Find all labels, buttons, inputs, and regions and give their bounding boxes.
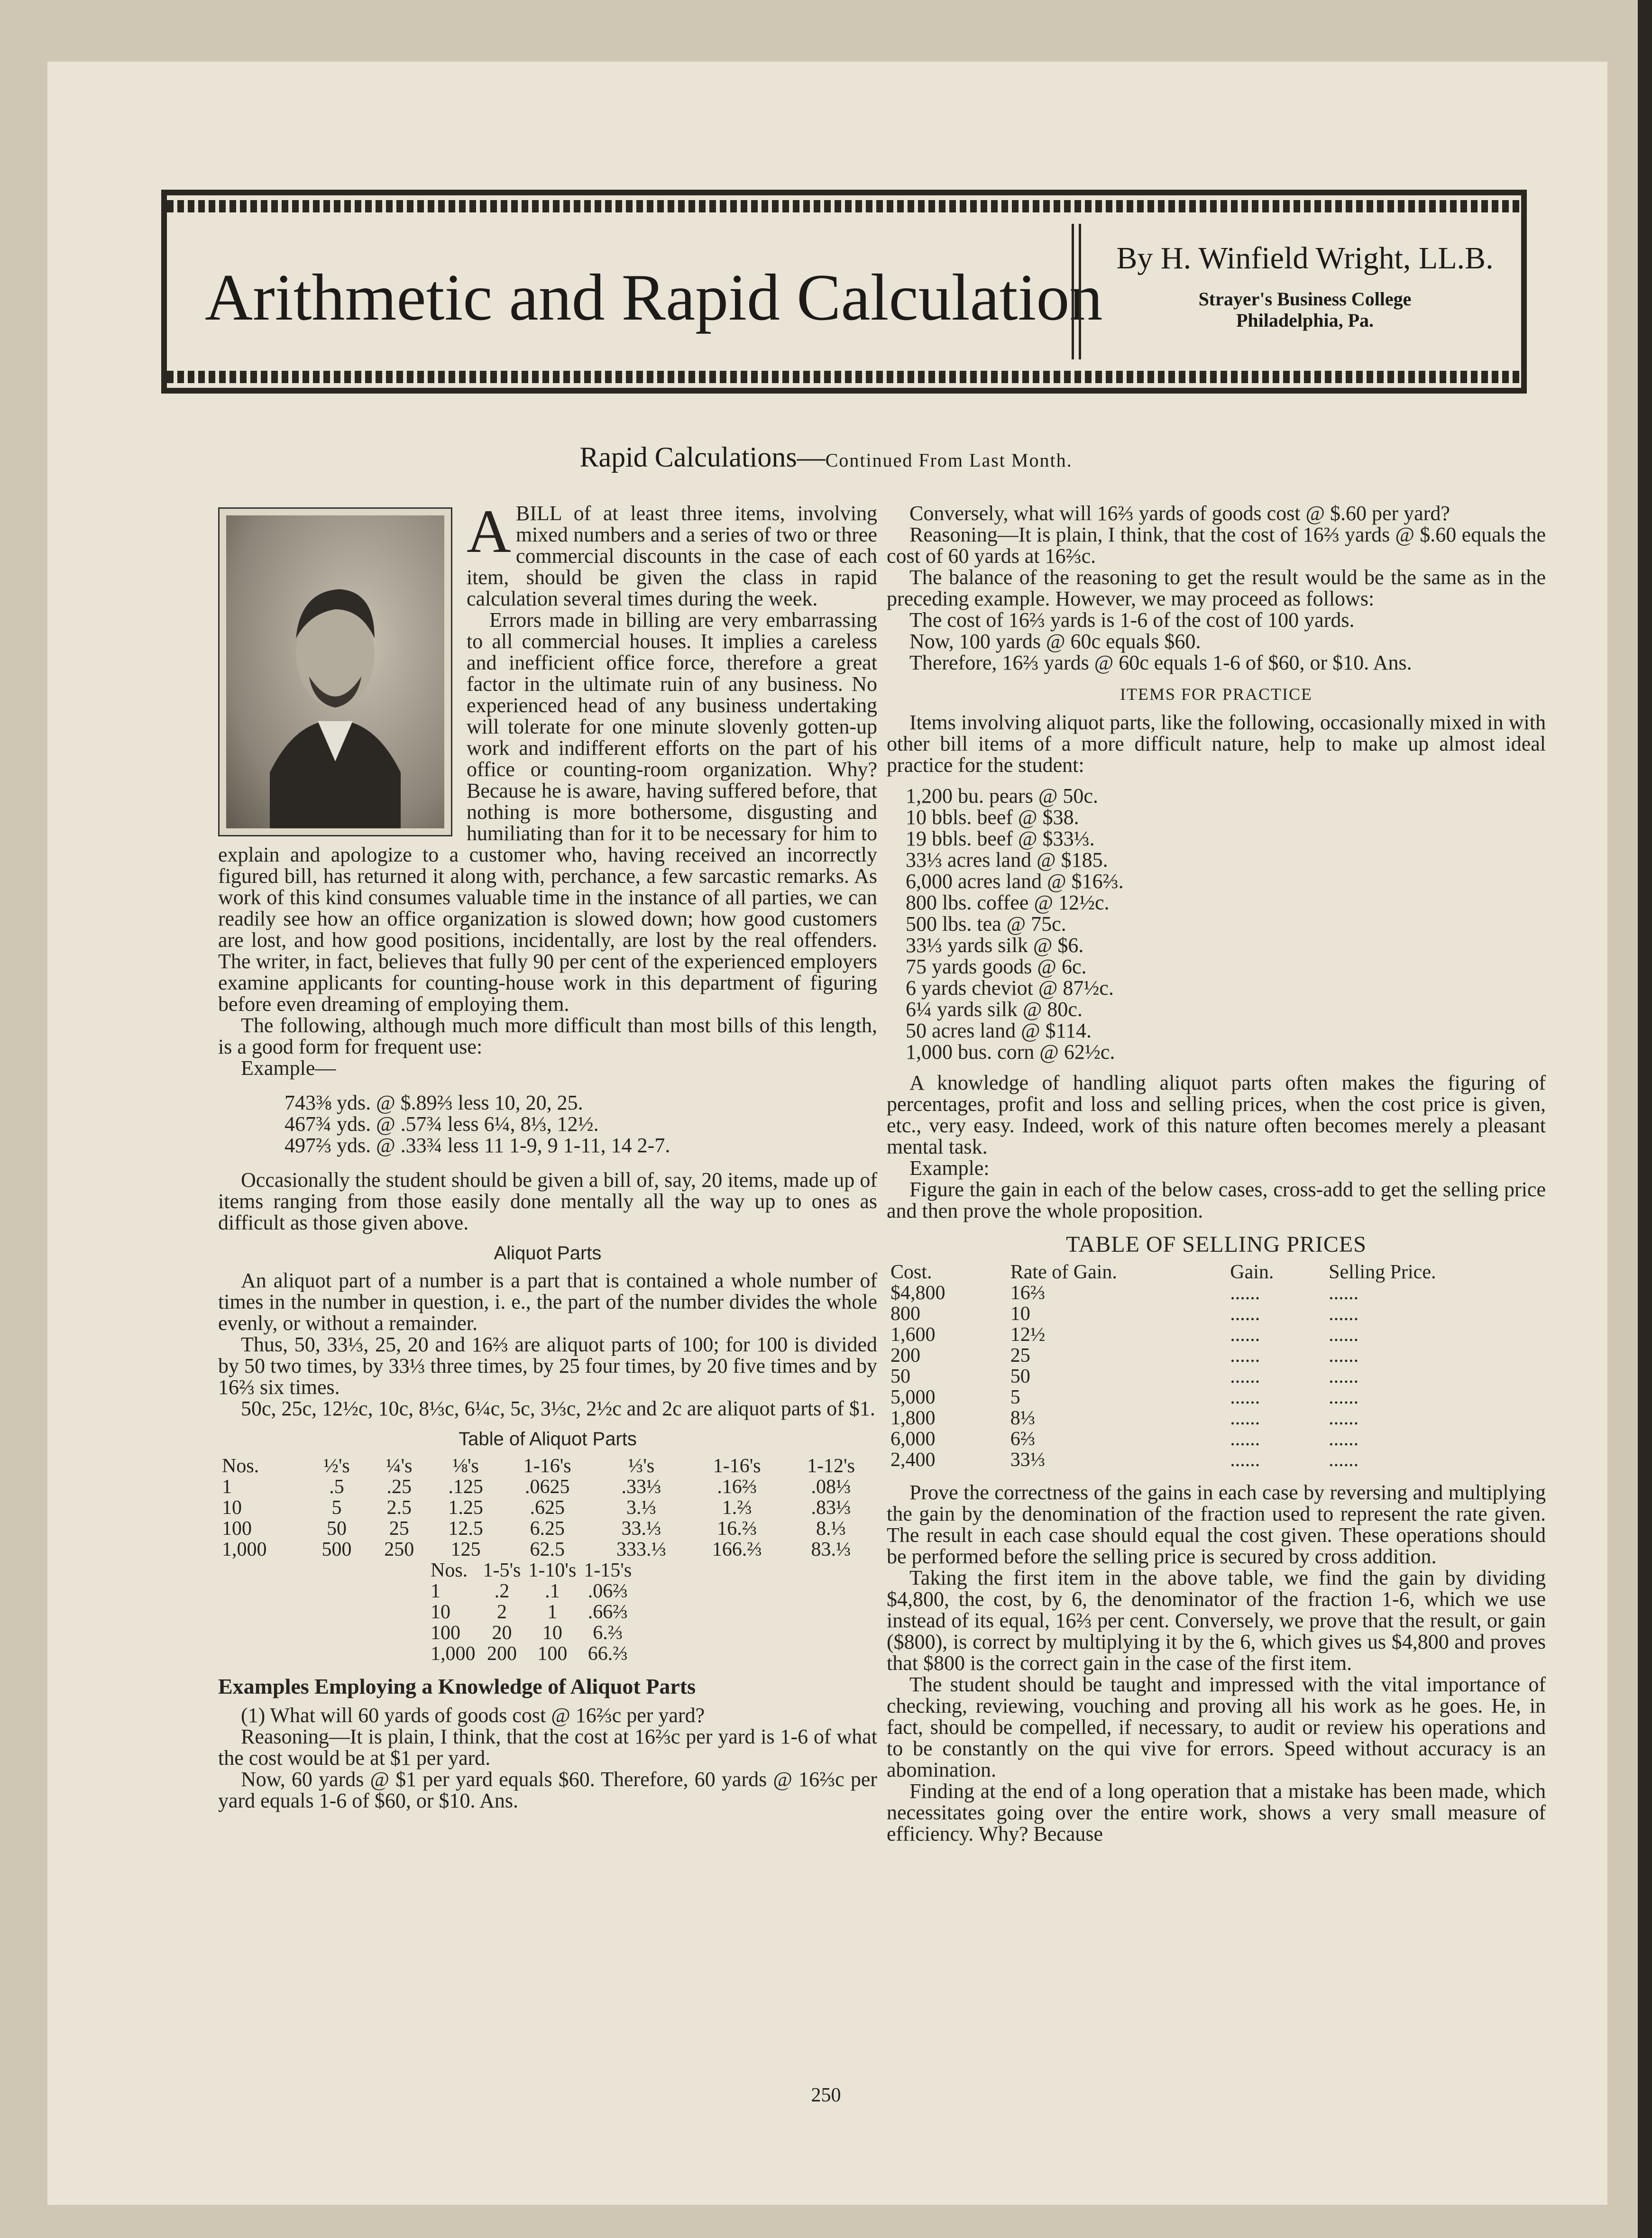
paragraph: Conversely, what will 16⅔ yards of goods cost @ $.60 per yard?: [909, 502, 1450, 525]
left-column: [218, 497, 877, 1812]
table-cell: ......: [1329, 1303, 1359, 1325]
table-cell: .0625: [524, 1476, 570, 1498]
article-header: [161, 190, 1527, 394]
subheading-examples: Examples Employing a Knowledge of Aliquot Parts: [218, 1674, 696, 1698]
table-cell: 8⅓: [1010, 1407, 1036, 1429]
table-cell: 500: [321, 1539, 352, 1560]
paragraph: Errors made in billing are very embarrassing to all commercial houses. It implies a careless and inefficient office force, therefore a great factor in the ultimate ruin of any business. No experienced head of any business undertaking will tolerate for one minute slovenly gotten-up work and indifferent efforts on the part of his office or counting-room organization. Why? Because he is aware, having suffered before, that nothing is more bothersome, disgusting and humiliating than for it to be necessary for him to explain and apologize to a customer who, having received an incorrectly figured bill, has returned it along with, perchance, a few sarcastic remarks. As work of this kind consumes valuable time in the instance of all parties, we can readily see how an office organization is slowed down; how good customers are lost, and how good positions, incidentally, are lost by the real offenders. The writer, in fact, believes that fully 90 per cent of the experienced employers examine applicants for counting-house work in this department of figuring before even dreaming of employing them.: [218, 608, 877, 1016]
article-title: Arithmetic and Rapid Calculation: [205, 261, 1103, 334]
practice-items-list: [906, 785, 1546, 1063]
table-cell: 1: [222, 1476, 232, 1498]
table-heading: Table of Aliquot Parts: [459, 1429, 637, 1449]
table-cell: ......: [1230, 1386, 1260, 1408]
table-cell: 62.5: [530, 1539, 565, 1560]
table-cell: 33⅓: [1010, 1449, 1046, 1471]
subheading-aliquot-parts: Aliquot Parts: [494, 1243, 602, 1264]
table-header: Nos.: [222, 1455, 259, 1477]
selling-prices-title: TABLE OF SELLING PRICES: [1066, 1232, 1367, 1257]
list-item: 75 yards goods @ 6c.: [906, 955, 1087, 978]
paragraph: Finding at the end of a long operation that a mistake has been made, which necessitates going over the entire work, shows a very small measure of efficiency. Why? Because: [887, 1779, 1546, 1845]
table-header: ⅓'s: [628, 1455, 655, 1477]
paragraph: Now, 60 yards @ $1 per yard equals $60. Therefore, 60 yards @ 16⅔c per yard equals 1-6 of $60, or $10. Ans.: [218, 1768, 877, 1812]
table-row: [887, 1324, 1546, 1345]
table-row: [427, 1643, 635, 1664]
table-cell: 1.⅔: [722, 1497, 752, 1519]
portrait-photo: [226, 515, 444, 828]
table-cell: 10: [222, 1497, 242, 1519]
table-cell: .08⅓: [811, 1476, 851, 1498]
table-row: [887, 1345, 1546, 1366]
author-portrait: [218, 507, 452, 836]
paragraph: The student should be taught and impressed with the vital importance of checking, reviewing, vouching and proving all his work as he goes. He, in fact, should be compelled, if necessary, to audit or review his operations and to be constantly on the qui vive for errors. Speed without accuracy is an abomination.: [887, 1673, 1546, 1781]
table-cell: .125: [448, 1476, 483, 1498]
table-header: 1-12's: [807, 1455, 855, 1477]
paragraph: An aliquot part of a number is a part that is contained a whole number of times in the number in question, i. e., the part of the number divides the whole evenly, or without a remainder.: [218, 1269, 877, 1335]
paragraph: The balance of the reasoning to get the result would be the same as in the preceding example. However, we may proceed as follows:: [887, 566, 1546, 610]
table-cell: 5: [331, 1497, 342, 1519]
table-header-row: [427, 1560, 635, 1581]
selling-prices-table: [887, 1262, 1546, 1470]
table-row: [887, 1429, 1546, 1449]
list-item: 50 acres land @ $114.: [906, 1019, 1092, 1042]
aliquot-table-2: [427, 1560, 635, 1664]
list-item: 33⅓ acres land @ $185.: [906, 848, 1108, 871]
table-header: 1-15's: [584, 1559, 632, 1581]
table-cell: 8.⅓: [816, 1518, 846, 1540]
example-line: 497⅔ yds. @ .33¾ less 11 1-9, 9 1-11, 14 2-7.: [285, 1134, 670, 1157]
paragraph: Taking the first item in the above table, we find the gain by dividing $4,800, the cost, by 6, the denominator of the fraction 1-6, which we use instead of its equal, 16⅔ per cent. Conversely, we prove that the result, or gain ($800), is correct by multiplying it by the 6, which gives us $4,800 and proves that $800 is the correct gain in the case of the first item.: [887, 1566, 1546, 1675]
table-cell: 25: [1010, 1345, 1030, 1367]
paragraph: Occasionally the student should be given a bill of, say, 20 items, made up of items ranging from those easily done mentally all the way up to ones as difficult as those given above.: [218, 1168, 877, 1234]
table-cell: .25: [386, 1476, 412, 1498]
header-border-top: [167, 200, 1521, 212]
list-item: 6 yards cheviot @ 87½c.: [906, 976, 1114, 1000]
author-name: By H. Winfield Wright, LL.B.: [1116, 241, 1494, 275]
table-cell: .625: [530, 1497, 565, 1519]
section-title: Rapid Calculations—: [579, 441, 826, 473]
table-header: 1-10's: [528, 1559, 577, 1581]
table-cell: 10: [431, 1601, 450, 1623]
paragraph: Items involving aliquot parts, like the following, occasionally mixed in with other bill items of a more difficult nature, help to make up almost ideal practice for the student:: [887, 711, 1546, 777]
table-cell: 83.⅓: [811, 1539, 851, 1560]
table-cell: 3.⅓: [626, 1497, 656, 1519]
list-item: 10 bbls. beef @ $38.: [906, 806, 1079, 829]
author-city: Philadelphia, Pa.: [1236, 310, 1374, 331]
table-cell: ......: [1230, 1407, 1260, 1429]
table-cell: 1,800: [890, 1407, 936, 1429]
table-cell: ......: [1329, 1428, 1359, 1450]
example-line: 467¾ yds. @ .57¾ less 6¼, 8⅓, 12½.: [285, 1112, 599, 1136]
table-cell: 6⅔: [1010, 1428, 1036, 1450]
table-cell: ......: [1230, 1366, 1260, 1387]
section-heading: [0, 441, 1652, 474]
table-header: Cost.: [890, 1261, 932, 1283]
table-row: [887, 1387, 1546, 1408]
table-cell: 2,400: [890, 1449, 936, 1471]
table-cell: 166.⅔: [712, 1539, 762, 1560]
paragraph: Prove the correctness of the gains in each case by reversing and multiplying the gain by the denomination of the fraction used to represent the rate given. The result in each case should equal the cost given. These operations should be performed before the selling price is secured by cross addition.: [887, 1481, 1546, 1568]
author-school: Strayer's Business College: [1198, 288, 1412, 310]
table-cell: .83⅓: [811, 1497, 851, 1519]
table-row: [887, 1283, 1546, 1303]
table-cell: 33.⅓: [621, 1518, 661, 1540]
example-line: 743⅜ yds. @ $.89⅔ less 10, 20, 25.: [285, 1091, 583, 1114]
table-cell: 333.⅓: [616, 1539, 666, 1560]
list-item: 1,200 bu. pears @ 50c.: [906, 784, 1098, 807]
subheading-items-for-practice: ITEMS FOR PRACTICE: [1120, 685, 1313, 704]
table-cell: 1,000: [222, 1539, 267, 1560]
list-item: 500 lbs. tea @ 75c.: [906, 912, 1066, 936]
list-item: 6¼ yards silk @ 80c.: [906, 998, 1083, 1021]
table-cell: 50: [327, 1518, 347, 1540]
table-cell: 10: [542, 1622, 562, 1644]
table-cell: 1,000: [431, 1643, 476, 1665]
example-bill: [285, 1092, 877, 1156]
table-cell: ......: [1230, 1345, 1260, 1367]
aliquot-table: [218, 1456, 877, 1560]
paragraph: Reasoning—It is plain, I think, that the cost at 16⅔c per yard is 1-6 of what the cost would be at $1 per yard.: [218, 1725, 877, 1770]
table-header: 1-16's: [713, 1455, 761, 1477]
list-item: 6,000 acres land @ $16⅔.: [906, 870, 1124, 893]
table-header: ⅛'s: [452, 1455, 479, 1477]
table-cell: .66⅔: [587, 1601, 628, 1623]
table-cell: 20: [492, 1622, 512, 1644]
table-cell: 250: [384, 1539, 414, 1560]
table-cell: 5,000: [890, 1386, 936, 1408]
list-item: 19 bbls. beef @ $33⅓.: [906, 827, 1095, 850]
table-cell: 25: [389, 1518, 409, 1540]
table-cell: 6.⅔: [593, 1622, 623, 1644]
list-item: 1,000 bus. corn @ 62½c.: [906, 1040, 1115, 1064]
table-header: 1-5's: [483, 1559, 521, 1581]
table-cell: ......: [1230, 1449, 1260, 1471]
paragraph: The following, although much more difficult than most bills of this length, is a good form for frequent use:: [218, 1014, 877, 1058]
table-cell: ......: [1230, 1303, 1260, 1325]
table-header: Nos.: [431, 1559, 468, 1581]
table-cell: ......: [1329, 1407, 1359, 1429]
table-cell: .33⅓: [621, 1476, 661, 1498]
table-cell: 6.25: [530, 1518, 565, 1540]
table-header: ½'s: [323, 1455, 350, 1477]
paragraph: Therefore, 16⅔ yards @ 60c equals 1-6 of $60, or $10. Ans.: [909, 651, 1412, 674]
table-cell: 100: [537, 1643, 568, 1665]
table-cell: .2: [494, 1580, 510, 1602]
list-item: 800 lbs. coffee @ 12½c.: [906, 891, 1110, 914]
table-cell: .5: [329, 1476, 344, 1498]
paragraph: 50c, 25c, 12½c, 10c, 8⅓c, 6¼c, 5c, 3⅓c, 2½c and 2c are aliquot parts of $1.: [241, 1397, 875, 1420]
paragraph: The cost of 16⅔ yards is 1-6 of the cost of 100 yards.: [909, 608, 1355, 632]
table-cell: 2: [496, 1601, 507, 1623]
table-cell: 50: [890, 1366, 910, 1387]
table-cell: ......: [1329, 1386, 1359, 1408]
table-header: Gain.: [1230, 1261, 1274, 1283]
table-cell: 5: [1010, 1386, 1020, 1408]
table-cell: 12½: [1010, 1324, 1046, 1346]
table-cell: 10: [1010, 1303, 1030, 1325]
table-header: Rate of Gain.: [1010, 1261, 1117, 1283]
table-row: [887, 1408, 1546, 1429]
header-divider: [1072, 224, 1081, 359]
table-cell: ......: [1329, 1324, 1359, 1346]
table-row: [218, 1497, 877, 1518]
table-cell: 125: [450, 1539, 481, 1560]
page-number: 250: [811, 2084, 841, 2106]
table-row: [218, 1518, 877, 1539]
right-column: [887, 503, 1546, 1844]
table-cell: .16⅔: [717, 1476, 757, 1498]
table-cell: 1.25: [448, 1497, 483, 1519]
table-cell: 1,600: [890, 1324, 936, 1346]
paragraph: Example—: [241, 1056, 336, 1080]
table-cell: 6,000: [890, 1428, 936, 1450]
table-cell: 200: [486, 1643, 517, 1665]
table-row: [887, 1366, 1546, 1387]
table-row: [887, 1303, 1546, 1324]
table-cell: $4,800: [890, 1282, 945, 1304]
table-row: [427, 1602, 635, 1623]
table-header-row: [218, 1456, 877, 1477]
table-row: [218, 1539, 877, 1560]
list-item: 33⅓ yards silk @ $6.: [906, 934, 1084, 957]
table-cell: ......: [1329, 1366, 1359, 1387]
paragraph: Example:: [909, 1156, 990, 1180]
table-header: 1-16's: [523, 1455, 571, 1477]
header-border-bottom: [167, 371, 1521, 383]
table-cell: ......: [1230, 1324, 1260, 1346]
table-header-row: [887, 1262, 1546, 1283]
table-cell: 100: [222, 1518, 252, 1540]
paragraph: A knowledge of handling aliquot parts often makes the figuring of percentages, profit and loss and selling prices, when the cost price is given, etc., very easy. Indeed, work of this nature often becomes merely a pleasant mental task.: [887, 1071, 1546, 1158]
table-cell: ......: [1329, 1449, 1359, 1471]
paragraph: Now, 100 yards @ 60c equals $60.: [909, 630, 1201, 653]
paragraph: Figure the gain in each of the below cases, cross-add to get the selling price and then prove the whole proposition.: [887, 1178, 1546, 1222]
table-cell: 12.5: [448, 1518, 483, 1540]
table-cell: ......: [1329, 1282, 1359, 1304]
table-cell: 2.5: [386, 1497, 412, 1519]
table-cell: 16⅔: [1010, 1282, 1046, 1304]
table-cell: 16.⅔: [717, 1518, 757, 1540]
table-cell: 1: [547, 1601, 558, 1623]
table-cell: ......: [1329, 1345, 1359, 1367]
table-header: ¼'s: [386, 1455, 413, 1477]
table-cell: .06⅔: [587, 1580, 628, 1602]
portrait-silhouette: [226, 515, 444, 828]
table-row: [887, 1449, 1546, 1470]
section-subtitle: Continued From Last Month.: [825, 449, 1073, 471]
table-row: [218, 1477, 877, 1497]
table-cell: 50: [1010, 1366, 1030, 1387]
table-header: Selling Price.: [1329, 1261, 1436, 1283]
table-cell: ......: [1230, 1428, 1260, 1450]
drop-cap: A: [467, 497, 511, 566]
book-spine: [1638, 0, 1652, 2238]
paragraph: Reasoning—It is plain, I think, that the cost of 16⅔ yards @ $.60 equals the cost of 60 yards at 16⅔c.: [887, 523, 1546, 568]
table-cell: ......: [1230, 1282, 1260, 1304]
paragraph: BILL of at least three items, involving mixed numbers and a series of two or three commercial discounts in the case of each item, should be given the class in rapid calculation several times during the week.: [467, 502, 877, 610]
table-cell: 100: [431, 1622, 460, 1644]
table-cell: 1: [431, 1580, 441, 1602]
paragraph: (1) What will 60 yards of goods cost @ 16⅔c per yard?: [241, 1704, 705, 1727]
table-row: [427, 1623, 635, 1643]
table-cell: 200: [890, 1345, 920, 1367]
table-cell: .1: [545, 1580, 560, 1602]
table-row: [427, 1581, 635, 1602]
table-cell: 800: [890, 1303, 920, 1325]
paragraph: Thus, 50, 33⅓, 25, 20 and 16⅔ are aliquot parts of 100; for 100 is divided by 50 two times, by 33⅓ three times, by 25 four times, by 20 five times and by 16⅔ six times.: [218, 1333, 877, 1399]
table-cell: 66.⅔: [587, 1643, 628, 1665]
